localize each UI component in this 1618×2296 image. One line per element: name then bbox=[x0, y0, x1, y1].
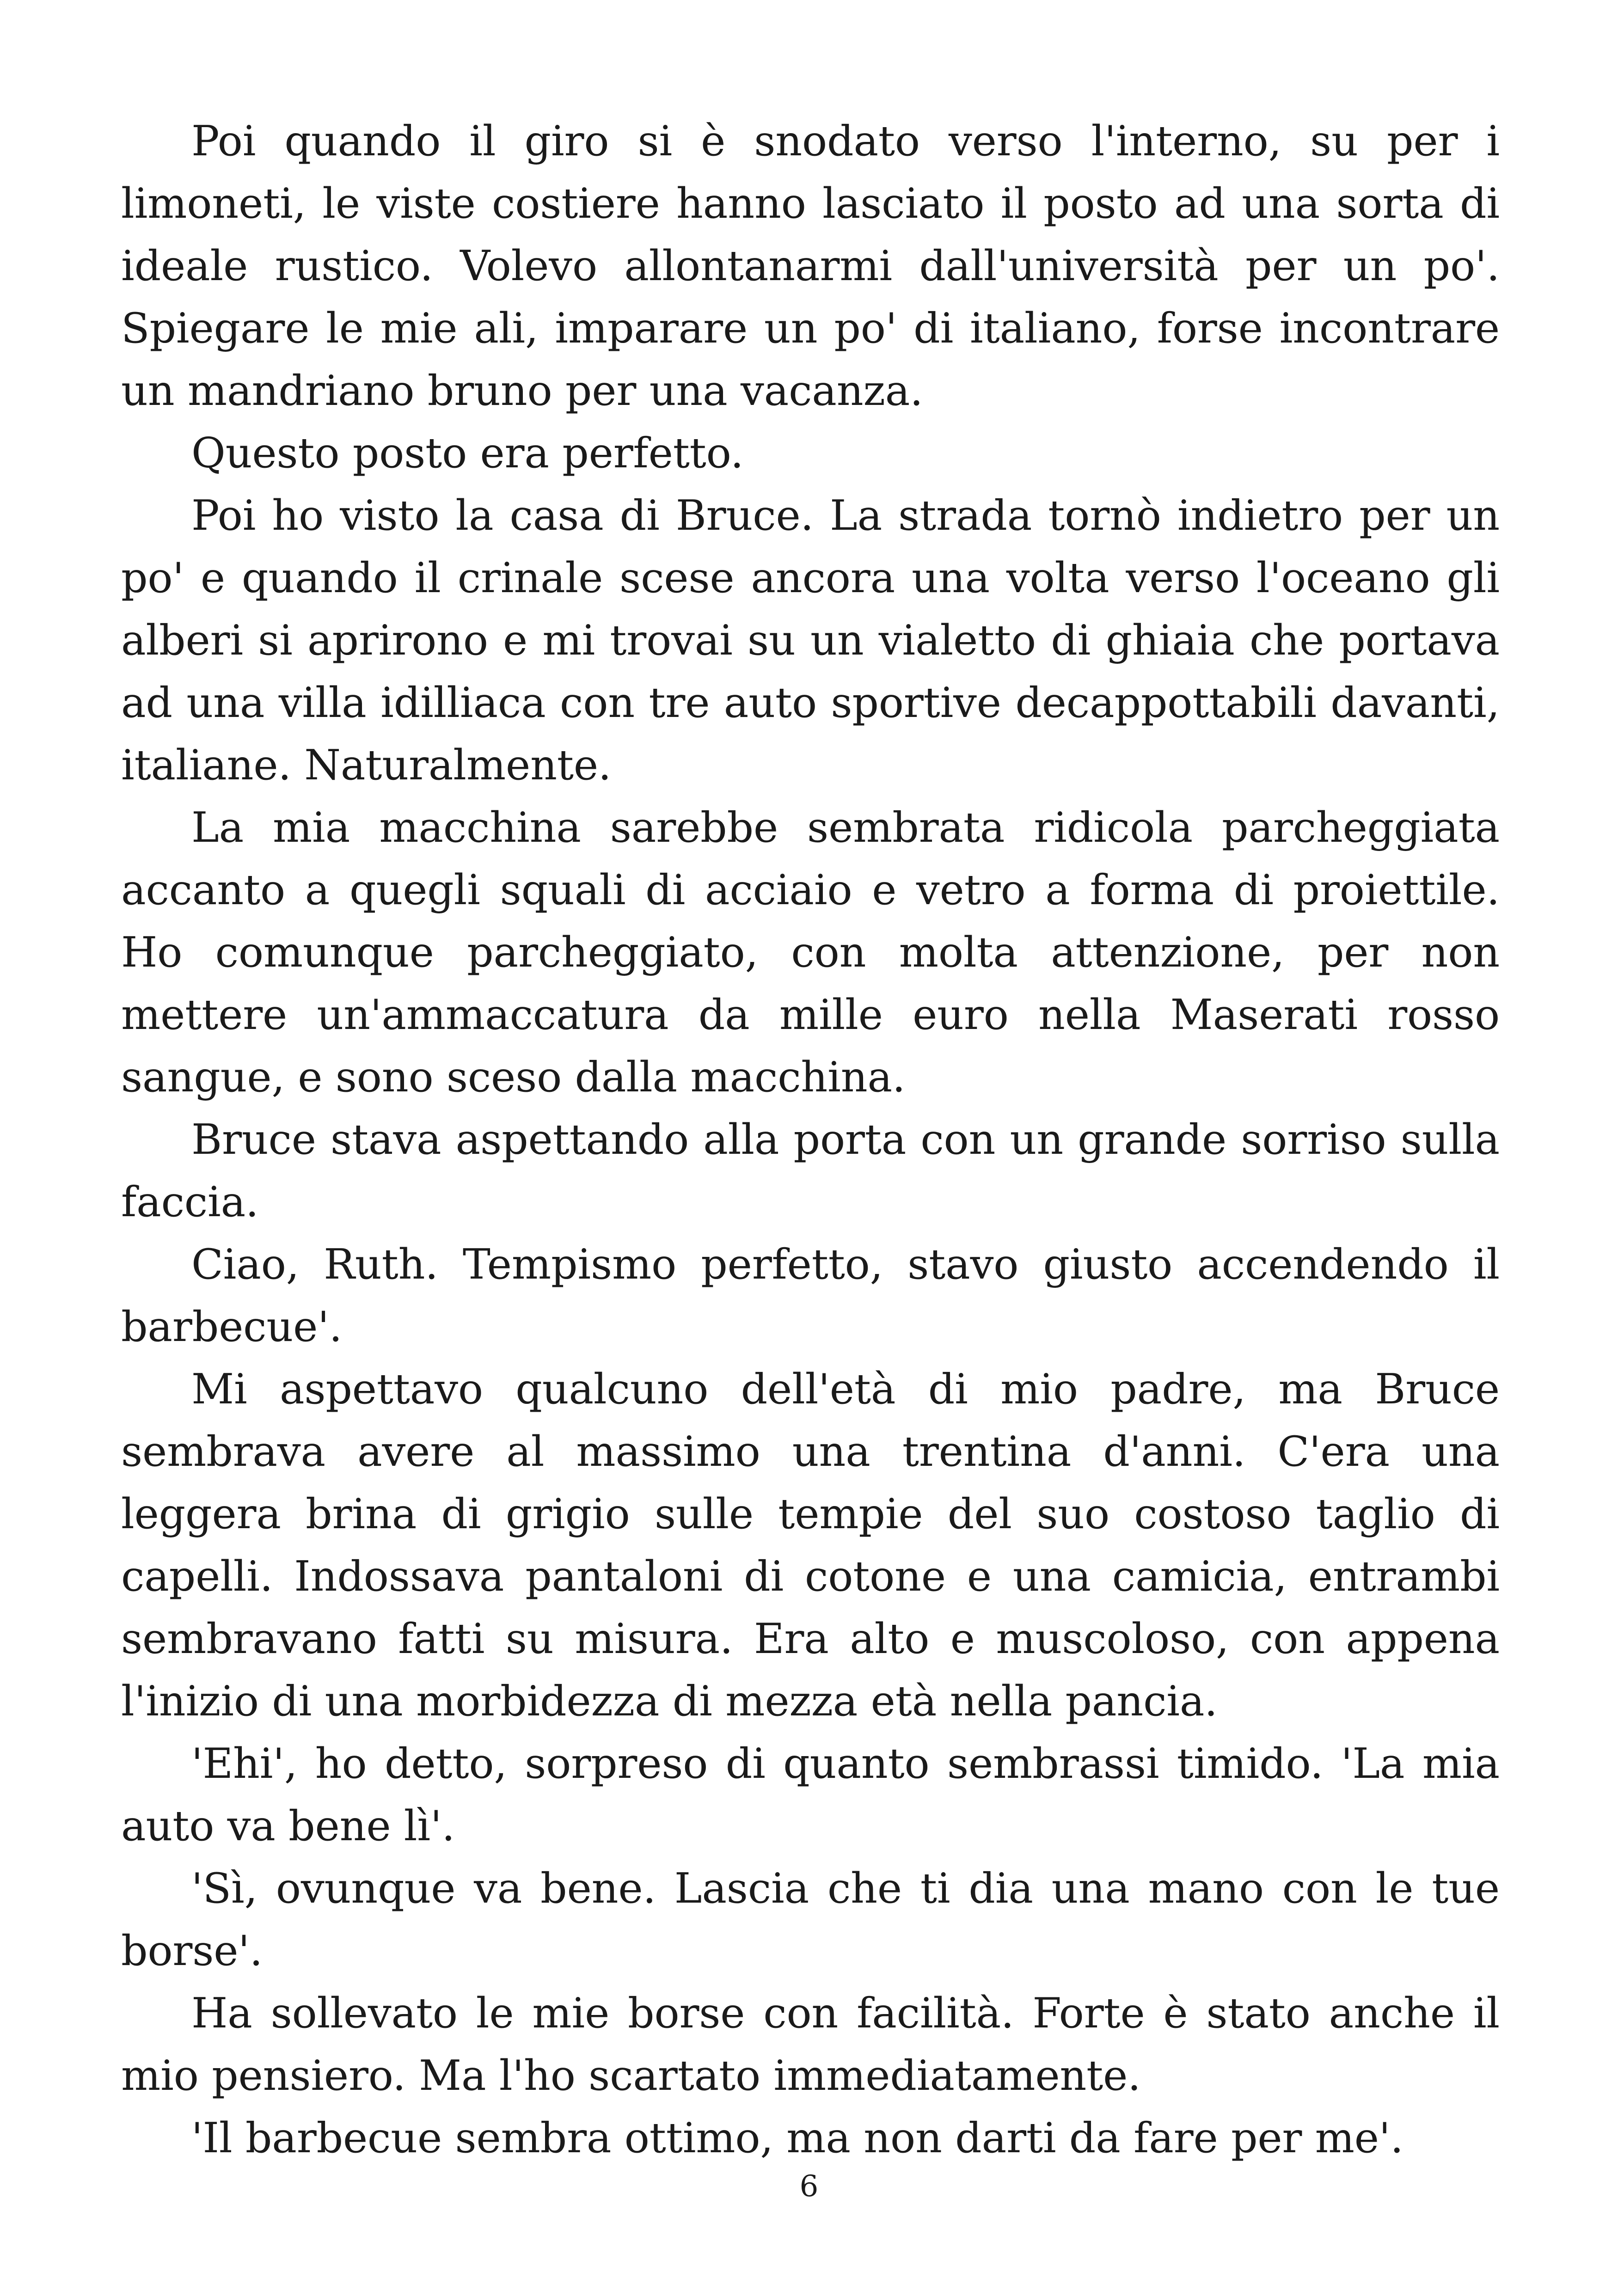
paragraph: Ciao, Ruth. Tempismo perfetto, stavo giusto accendendo il barbecue'. bbox=[121, 1240, 1500, 1351]
paragraph: Poi ho visto la casa di Bruce. La strada tornò indietro per un po' e quando il crinale scese ancora una volta verso l'oceano gli alberi si aprirono e mi trovai su un vialetto di ghiaia che portava ad una villa idilliaca con tre auto sportive decappottabili davanti, italiane. Naturalmente. bbox=[121, 491, 1500, 790]
paragraph: 'Il barbecue sembra ottimo, ma non darti da fare per me'. bbox=[191, 2114, 1403, 2162]
paragraph: 'Ehi', ho detto, sorpreso di quanto sembrassi timido. 'La mia auto va bene lì'. bbox=[121, 1739, 1500, 1850]
paragraph: Questo posto era perfetto. bbox=[191, 429, 744, 478]
paragraph: Poi quando il giro si è snodato verso l'interno, su per i limoneti, le viste costiere hanno lasciato il posto ad una sorta di ideale rustico. Volevo allontanarmi dall'università per un po'. Spiegare le mie ali, imparare un po' di italiano, forse incontrare un mandriano bruno per una vacanza. bbox=[121, 117, 1500, 415]
paragraph: Bruce stava aspettando alla porta con un grande sorriso sulla faccia. bbox=[121, 1115, 1500, 1226]
body-text bbox=[121, 110, 1500, 2169]
paragraph: Ha sollevato le mie borse con facilità. Forte è stato anche il mio pensiero. Ma l'ho scartato immediatamente. bbox=[121, 1989, 1500, 2100]
paragraph: 'Sì, ovunque va bene. Lascia che ti dia una mano con le tue borse'. bbox=[121, 1864, 1500, 1975]
page-number: 6 bbox=[799, 2169, 819, 2204]
paragraph: Mi aspettavo qualcuno dell'età di mio padre, ma Bruce sembrava avere al massimo una trentina d'anni. C'era una leggera brina di grigio sulle tempie del suo costoso taglio di capelli. Indossava pantaloni di cotone e una camicia, entrambi sembravano fatti su misura. Era alto e muscoloso, con appena l'inizio di una morbidezza di mezza età nella pancia. bbox=[121, 1365, 1500, 1726]
paragraph: La mia macchina sarebbe sembrata ridicola parcheggiata accanto a quegli squali di acciaio e vetro a forma di proiettile. Ho comunque parcheggiato, con molta attenzione, per non mettere un'ammaccatura da mille euro nella Maserati rosso sangue, e sono sceso dalla macchina. bbox=[121, 803, 1500, 1102]
